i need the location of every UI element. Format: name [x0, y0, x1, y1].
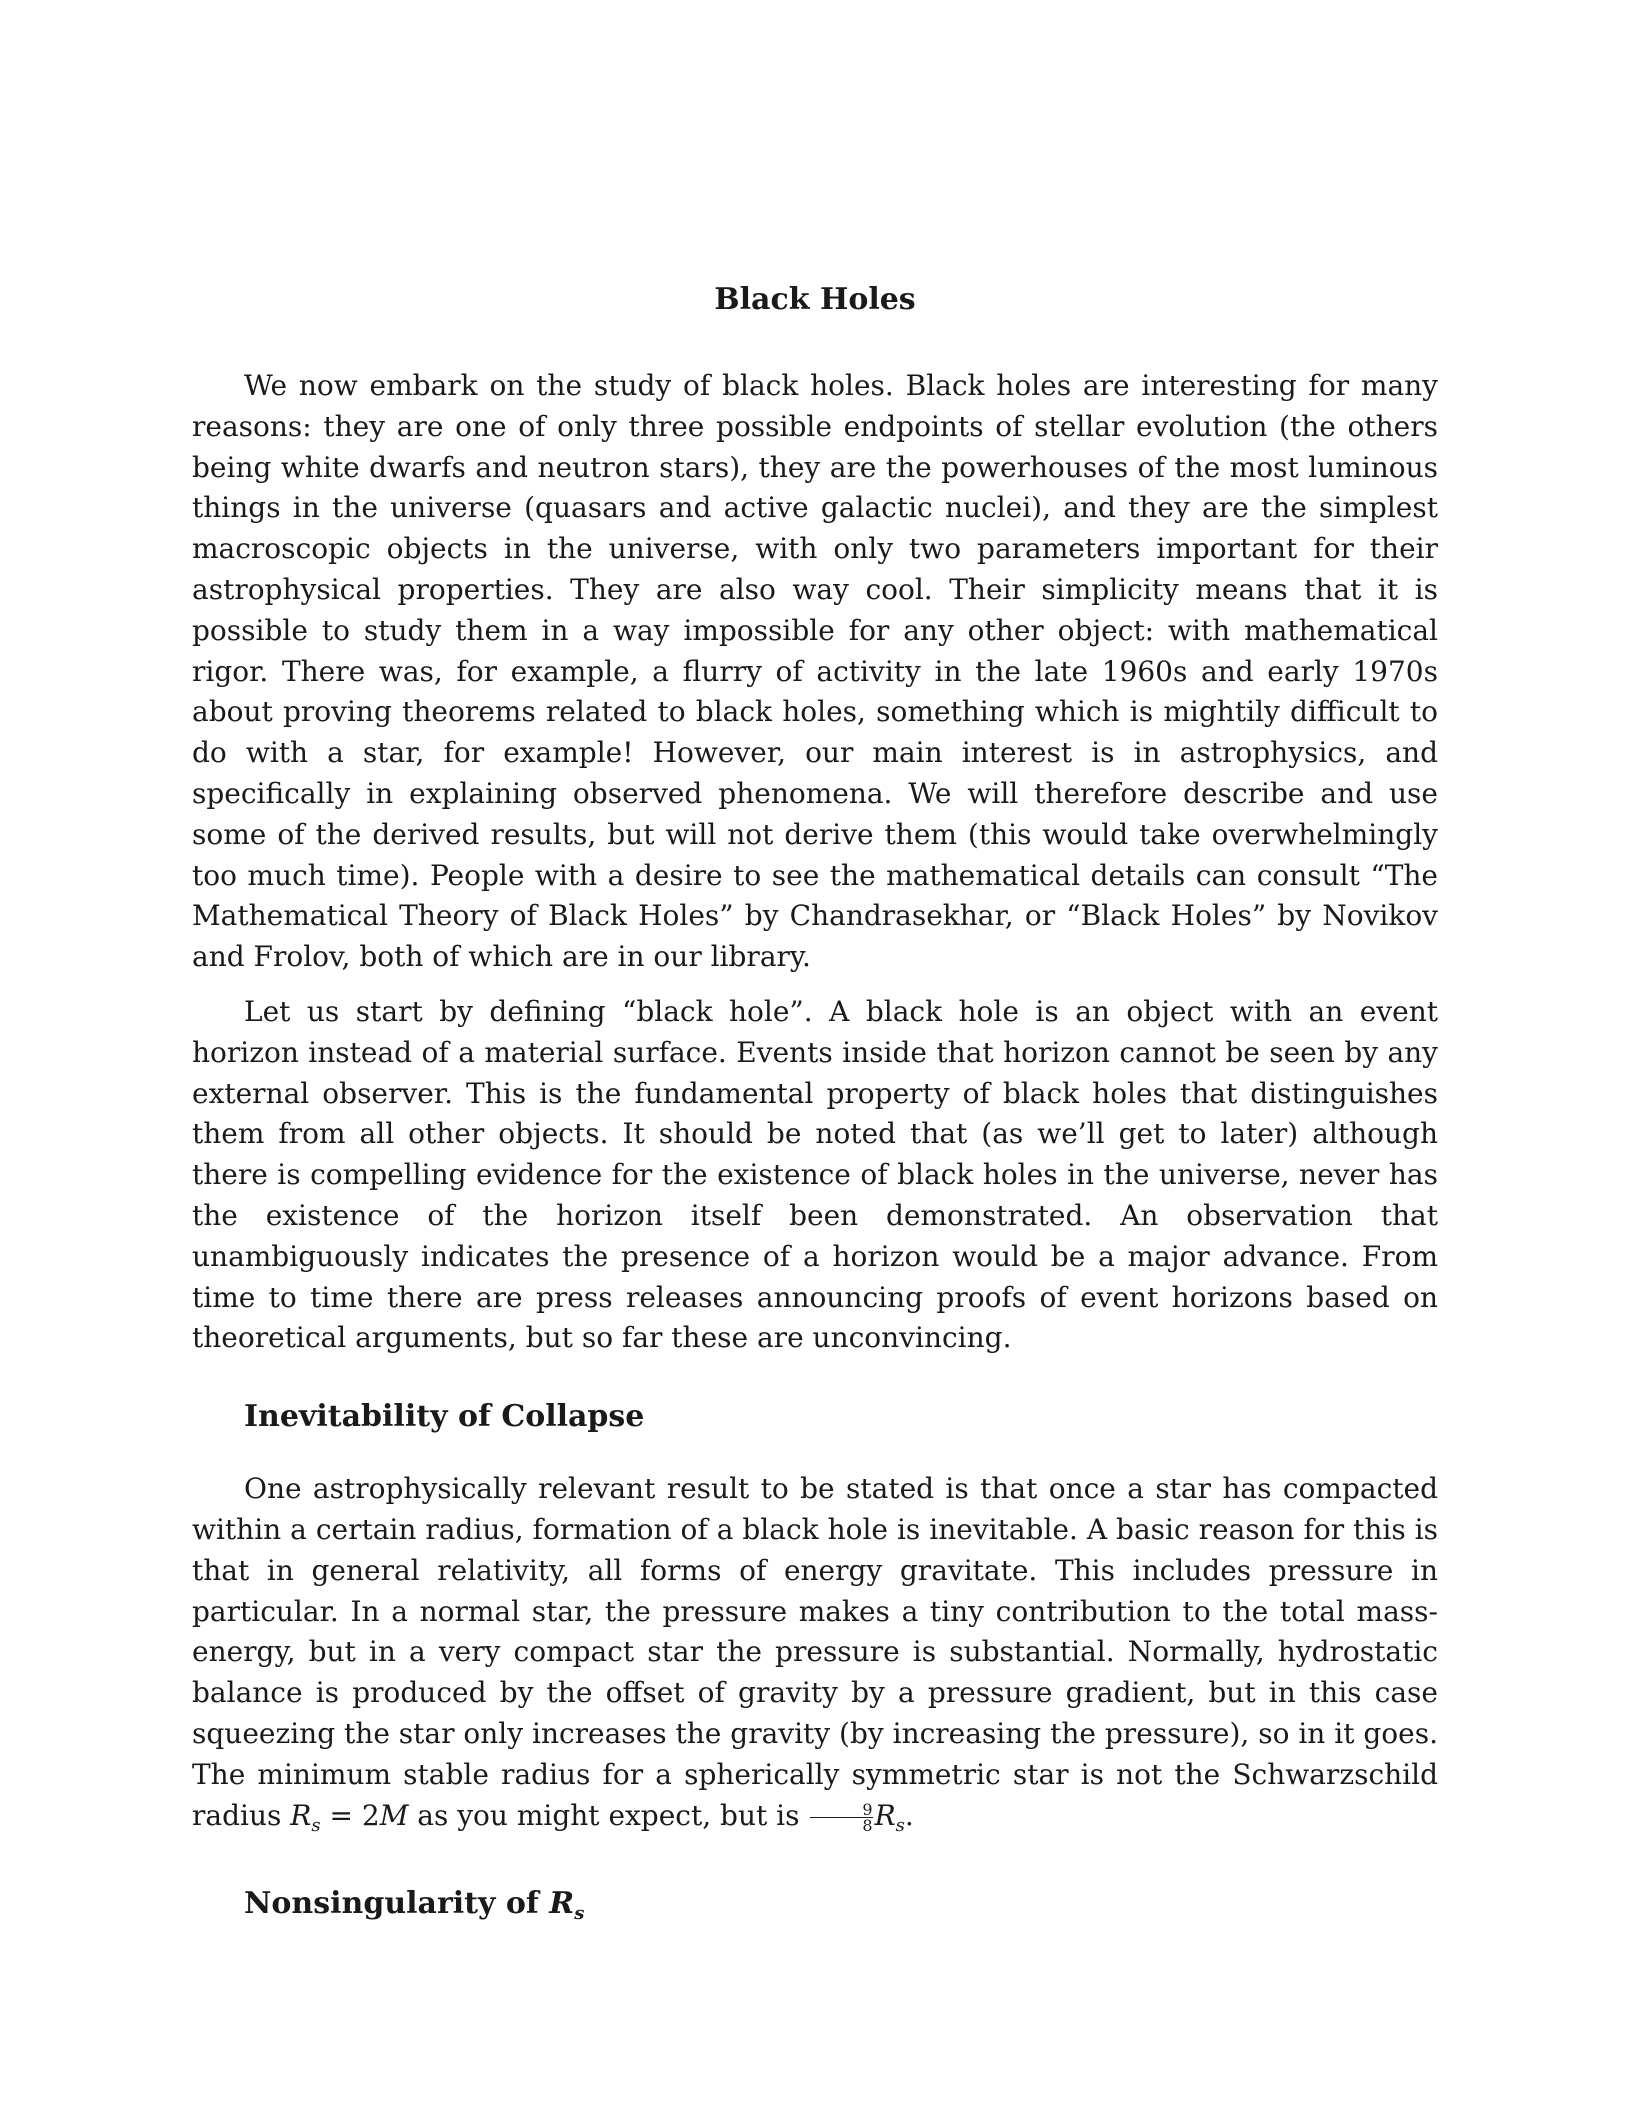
schwarzschild-radius-symbol: R [290, 1798, 312, 1832]
fraction-numerator: 9 [810, 1802, 872, 1818]
paragraph-text: One astrophysically relevant result to be stated is that once a star has compacted within a certain radius, formation of a black hole is inevitable. A basic reason for this is that in general relativity, all forms of energy gravitate. This includes pressure in particular. In a normal star, the pressure makes a tiny contribution to the total mass-energy, but in a very compact star the pressure is substantial. Normally, hydrostatic balance is produced by the offset of gravity by a pressure gradient, but in this case squeezing the star only increases the gravity (by increasing the pressure), so in it goes. The minimum stable radius for a spherically symmetric star is not the Schwarzschild radius [192, 1472, 1438, 1832]
intro-paragraph-1: We now embark on the study of black holes. Black holes are interesting for many reasons: they are one of only three possible endpoints of stellar evolution (the others being white dwarfs and neutron stars), they are the powerhouses of the most luminous things in the universe (quasars and active galactic nuclei), and they are the simplest macroscopic objects in the universe, with only two parameters important for their astrophysical properties. They are also way cool. Their simplicity means that it is possible to study them in a way impossible for any other object: with mathematical rigor. There was, for example, a flurry of activity in the late 1960s and early 1970s about proving theorems related to black holes, something which is mightily difficult to do with a star, for example! However, our main interest is in astrophysics, and specifically in explaining observed phenomena. We will therefore describe and use some of the derived results, but will not derive them (this would take overwhelmingly too much time). People with a desire to see the mathematical details can consult “The Mathematical Theory of Black Holes” by Chandrasekhar, or “Black Holes” by Novikov and Frolov, both of which are in our library. [192, 369, 1438, 974]
heading-rs-symbol: R [549, 1886, 575, 1922]
mass-symbol: M [379, 1798, 409, 1832]
section-heading-inevitability: Inevitability of Collapse [244, 1399, 645, 1435]
intro-paragraph-2: Let us start by defining “black hole”. A black hole is an object with an event horizon instead of a material surface. Events inside that horizon cannot be seen by any external observer. This is the fundamental property of black holes that distinguishes them from all other objects. It should be noted that (as we’ll get to later) although there is compelling evidence for the existence of black holes in the universe, never has the existence of the horizon itself been demonstrated. An observation that unambiguously indicates the presence of a horizon would be a major advance. From time to time there are press releases announcing proofs of event horizons based on theoretical arguments, but so far these are unconvincing. [192, 994, 1438, 1355]
equation-equals: = 2 [320, 1798, 380, 1832]
fraction-denominator: 8 [862, 1815, 873, 1835]
section-heading-nonsingularity [244, 1884, 1438, 1934]
document-page [192, 280, 1438, 1966]
paragraph-text-mid: as you might expect, but is [408, 1798, 809, 1832]
schwarzschild-subscript-2: s [895, 1814, 905, 1836]
heading-rs-subscript: s [574, 1903, 585, 1925]
page-title: Black Holes [714, 282, 916, 317]
section-paragraph-inevitability [192, 1469, 1438, 1846]
schwarzschild-subscript: s [311, 1814, 321, 1836]
paragraph-text-end: . [904, 1798, 914, 1832]
fraction-nine-eighths [810, 1799, 873, 1835]
schwarzschild-radius-symbol-2: R [874, 1798, 896, 1832]
section-heading-text: Nonsingularity of [244, 1886, 550, 1922]
